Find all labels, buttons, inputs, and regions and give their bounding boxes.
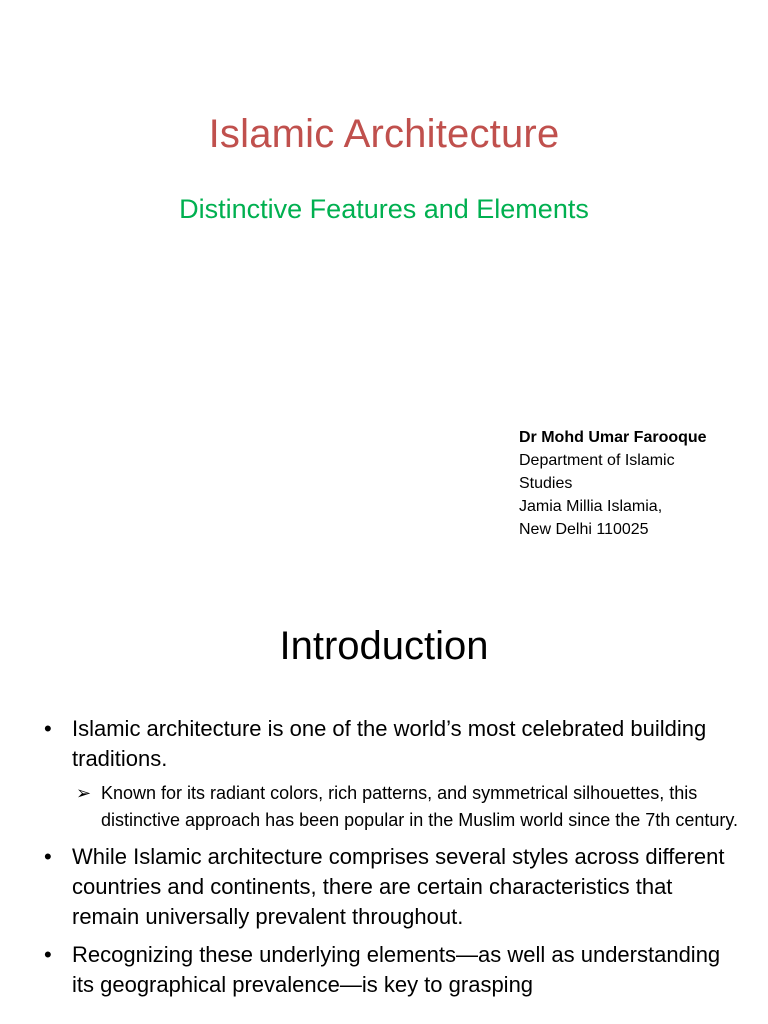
bullet-item — [40, 714, 740, 774]
author-line: Studies — [519, 475, 573, 492]
slide-title: Islamic Architecture — [208, 112, 560, 156]
bullet-text: While Islamic architecture comprises several styles across different countries and continents, there are certain characteristics that remain universally prevalent throughout. — [72, 844, 725, 929]
arrow-bullet-icon: ➢ — [76, 783, 92, 803]
bullet-item — [40, 940, 740, 1000]
bullet-icon: • — [44, 942, 52, 967]
slide-subtitle: Distinctive Features and Elements — [179, 194, 589, 224]
sub-bullet-text: Known for its radiant colors, rich patterns, and symmetrical silhouettes, this distinctive approach has been popular in the Muslim world since the 7th century. — [101, 783, 739, 830]
sub-bullet-item — [40, 780, 740, 834]
bullet-item — [40, 842, 740, 932]
bullet-list — [40, 714, 740, 1008]
author-block — [519, 426, 759, 541]
bullet-icon: • — [44, 716, 52, 741]
bullet-icon: • — [44, 844, 52, 869]
introduction-slide — [0, 576, 768, 1024]
author-line: Jamia Millia Islamia, — [519, 498, 663, 515]
author-line: New Delhi 110025 — [519, 521, 649, 538]
author-line: Department of Islamic — [519, 452, 675, 469]
author-name: Dr Mohd Umar Farooque — [519, 429, 707, 446]
bullet-text: Islamic architecture is one of the world’s most celebrated building traditions. — [72, 716, 707, 771]
introduction-heading: Introduction — [279, 624, 489, 668]
bullet-text: Recognizing these underlying elements—as well as understanding its geographical prevalence—is key to grasping — [72, 942, 721, 997]
